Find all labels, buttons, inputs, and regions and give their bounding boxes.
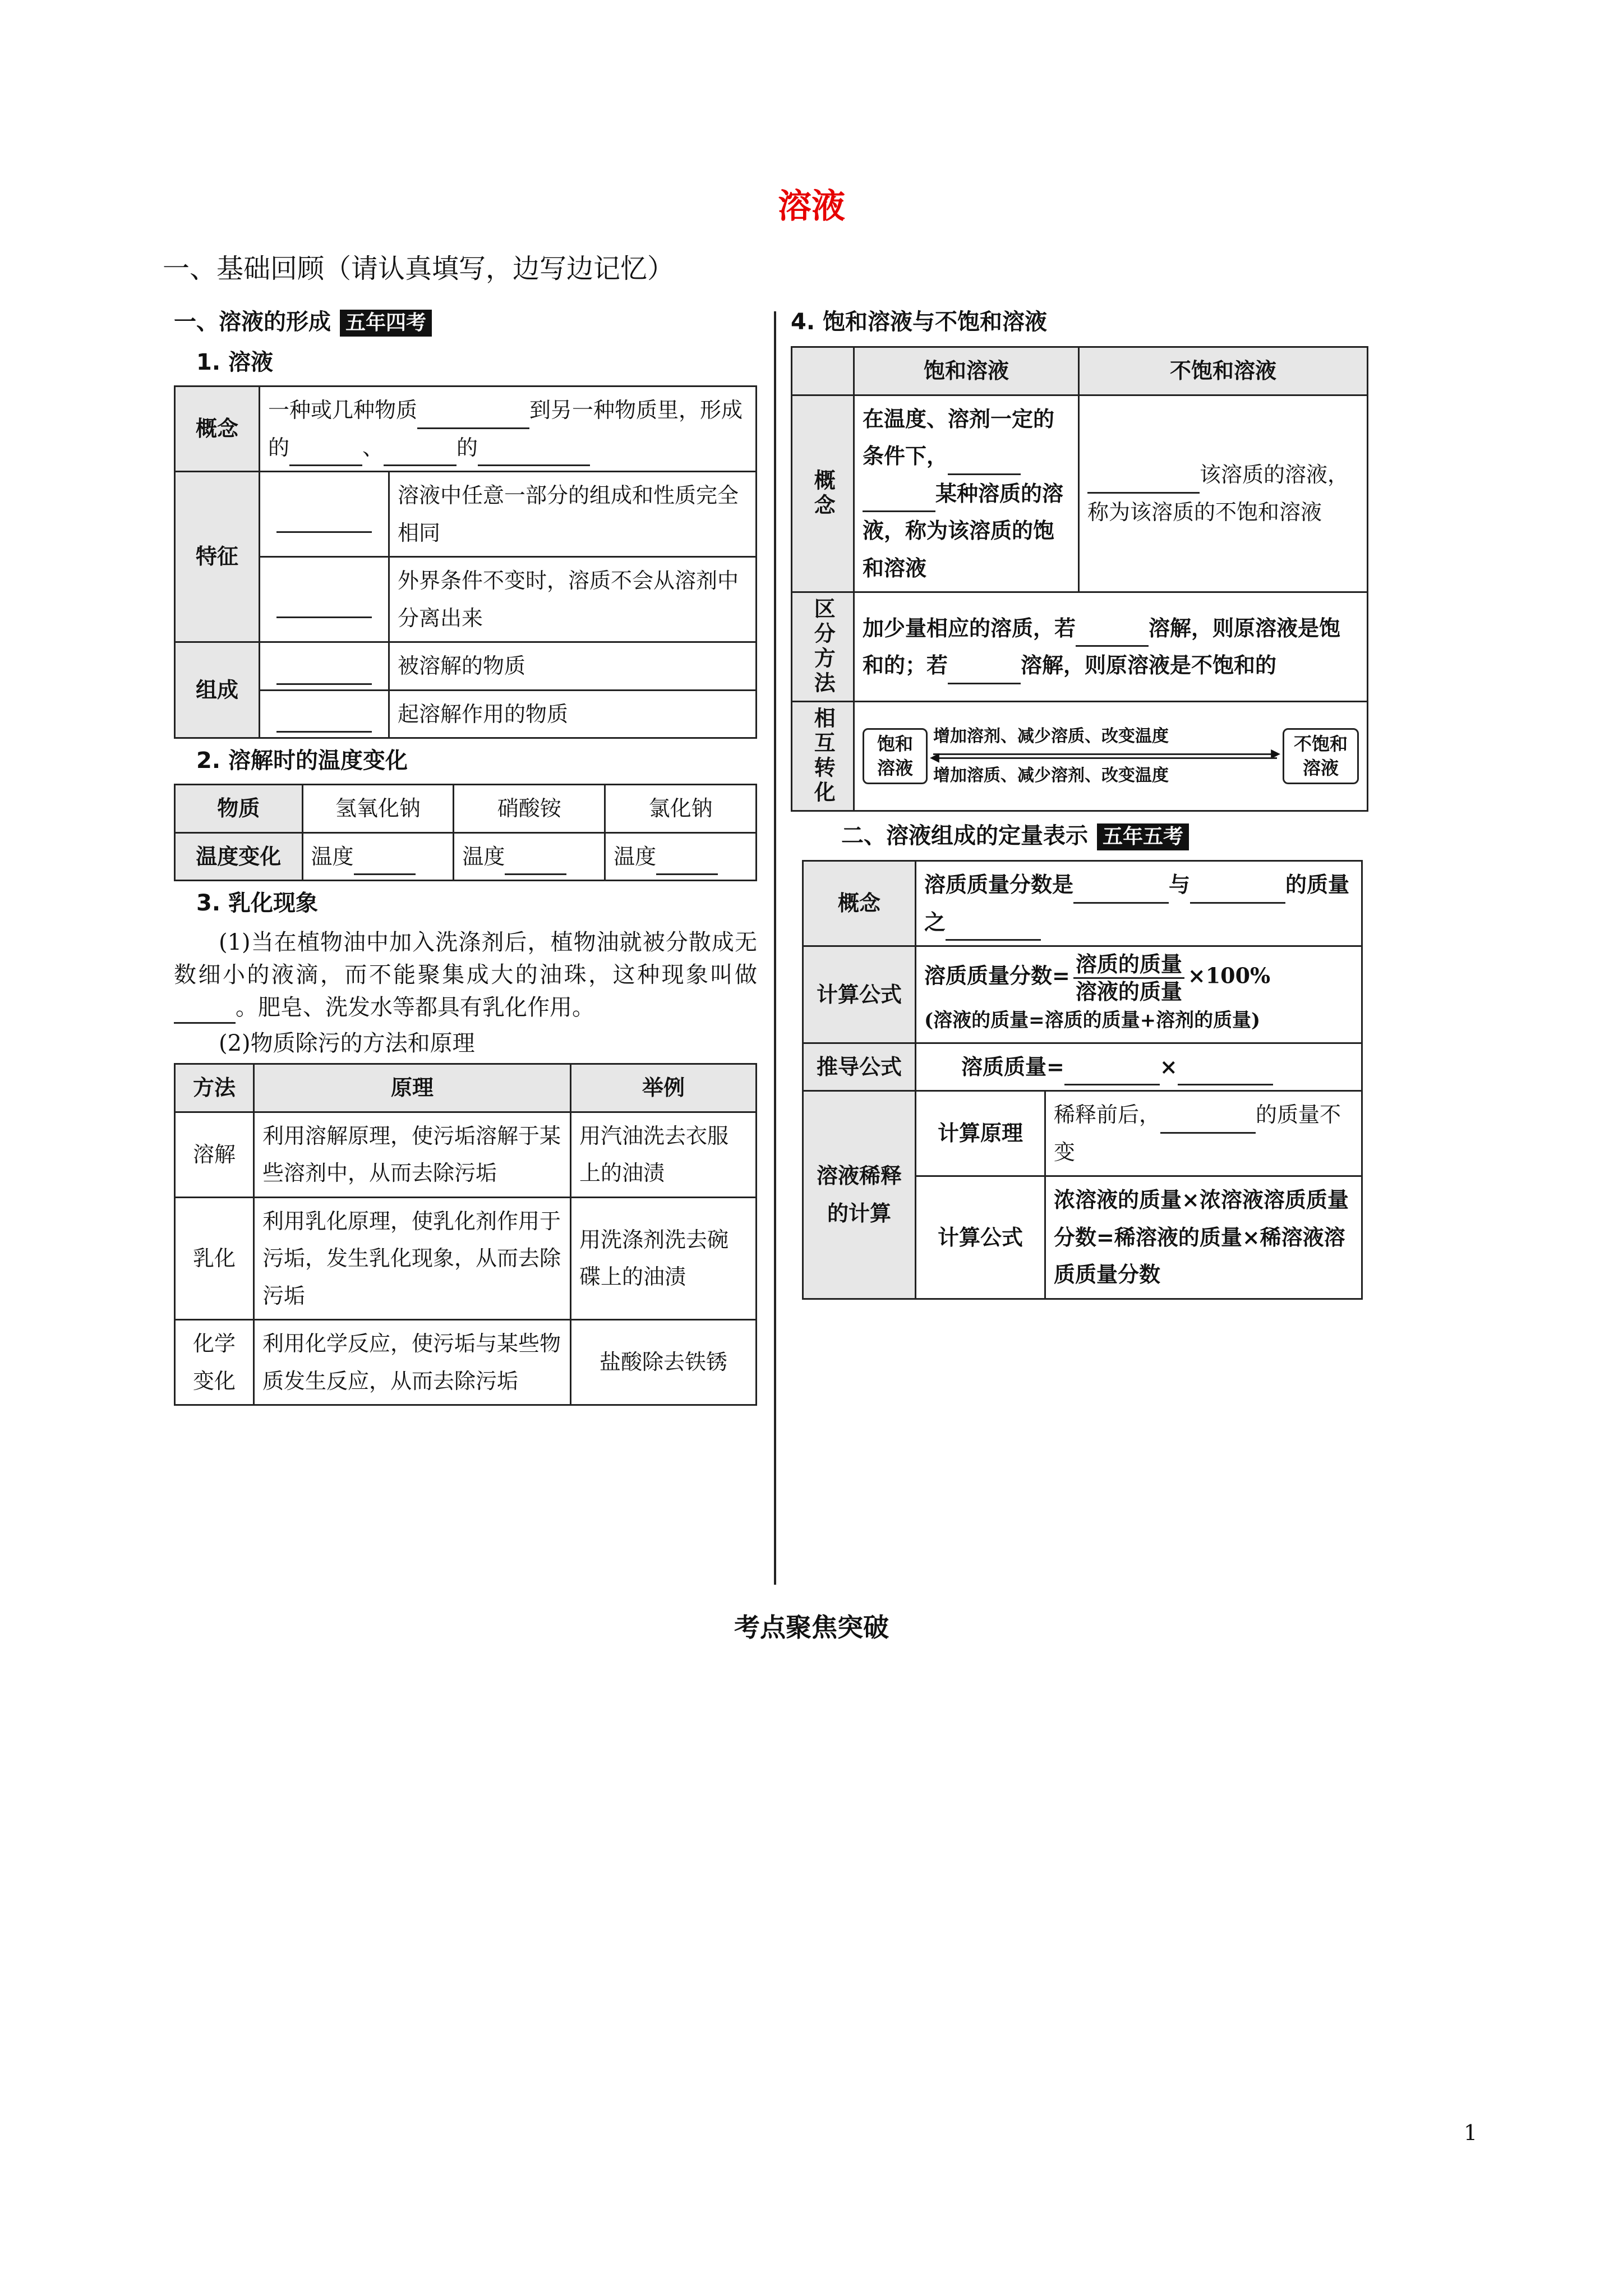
- concept-text: 的: [457, 435, 478, 460]
- cell-text: 溶解，则原溶液是饱和的；若: [863, 615, 1341, 678]
- header-unsaturated: 不饱和溶液: [1079, 347, 1368, 395]
- concept-cell: [916, 861, 1362, 946]
- sub-heading-solution: 1. 溶液: [196, 349, 273, 375]
- dilution-label: 溶液稀释的计算: [803, 1091, 916, 1299]
- fill-blank[interactable]: [1087, 466, 1200, 494]
- fraction: [1073, 951, 1184, 1004]
- corner-cell: [792, 347, 854, 395]
- cell-text: 与: [1169, 872, 1191, 897]
- concept-label: 概念: [175, 386, 260, 472]
- dilution-formula-cell: 浓溶液的质量×浓溶液溶质质量分数=稀溶液的质量×稀溶液溶质质量分数: [1045, 1176, 1362, 1299]
- fill-blank[interactable]: [276, 591, 372, 618]
- fill-blank[interactable]: [505, 848, 566, 875]
- fill-blank[interactable]: [948, 657, 1021, 684]
- dilution-principle-label: 计算原理: [916, 1091, 1045, 1176]
- header-nh4no3: 硝酸铵: [454, 785, 605, 833]
- right-column: [791, 306, 1368, 1300]
- method-cell: 溶解: [175, 1112, 254, 1197]
- cell-text: ×: [1159, 1053, 1178, 1079]
- fill-blank[interactable]: [174, 995, 236, 1024]
- formula-lhs: 溶质质量分数=: [924, 963, 1070, 988]
- cell-text: 某种溶质的溶液，称为该溶质的饱和溶液: [863, 480, 1064, 581]
- temp-cell: [302, 832, 454, 881]
- emulsion-paragraph: [174, 926, 757, 1024]
- blank-cell: [260, 690, 389, 738]
- paragraph-text: 。肥皂、洗发水等都具有乳化作用。: [236, 995, 594, 1020]
- principle-cell: 利用溶解原理，使污垢溶解于某些溶剂中，从而去除污垢: [254, 1112, 571, 1197]
- fill-blank[interactable]: [1190, 876, 1285, 904]
- arrow-left: [933, 757, 1277, 759]
- fill-blank[interactable]: [948, 448, 1021, 475]
- concentration-table: [802, 860, 1363, 1300]
- saturated-table: [791, 346, 1368, 812]
- distinguish-cell: [854, 592, 1368, 702]
- feature-label: 特征: [175, 472, 260, 642]
- dilution-formula-label: 计算公式: [916, 1176, 1045, 1299]
- header-naoh: 氢氧化钠: [302, 785, 454, 833]
- formula-line: [924, 951, 1353, 1004]
- formula-rhs: ×100%: [1187, 963, 1271, 988]
- saturated-concept: [854, 395, 1079, 592]
- temp-label: 温度: [462, 844, 505, 869]
- cell-text: 加少量相应的溶质，若: [863, 615, 1076, 641]
- conversion-arrows: [933, 722, 1277, 791]
- header-example: 举例: [571, 1064, 757, 1112]
- temp-label: 温度: [614, 844, 657, 869]
- cell-text: 该溶质的溶液，称为该溶质的不饱和溶液: [1087, 462, 1349, 524]
- composition-1: 被溶解的物质: [389, 642, 757, 691]
- fill-blank[interactable]: [1073, 876, 1169, 904]
- fill-blank[interactable]: [1064, 1059, 1160, 1086]
- section-title: 一、溶液的形成: [174, 309, 331, 335]
- concept-text: 一种或几种物质: [268, 398, 418, 422]
- cell-text: 在温度、溶剂一定的条件下，: [863, 406, 1055, 468]
- sub-heading-temperature: 2. 溶解时的温度变化: [196, 748, 408, 774]
- concept-cell: [260, 386, 757, 472]
- method-cell: 化学变化: [175, 1320, 254, 1405]
- fill-blank[interactable]: [384, 439, 457, 466]
- fill-blank[interactable]: [1178, 1059, 1273, 1086]
- unsaturated-concept: [1079, 395, 1368, 592]
- arrow-top-label: 增加溶剂、减少溶质、改变温度: [933, 726, 1169, 746]
- fill-blank[interactable]: [656, 848, 718, 875]
- concept-text: 到另一种物质里，形成的: [268, 398, 743, 460]
- concept-label: 概念: [803, 861, 916, 946]
- page-title: 溶液: [778, 187, 845, 226]
- paragraph-text: (1)当在植物油中加入洗涤剂后，植物油就被分散成无数细小的液滴，而不能聚集成大的油珠，这种现象叫做: [174, 930, 757, 988]
- conversion-diagram: [863, 722, 1359, 791]
- fill-blank[interactable]: [276, 505, 372, 533]
- denominator: 溶液的质量: [1075, 978, 1182, 1004]
- column-divider: [774, 311, 776, 1585]
- conversion-cell: [854, 702, 1368, 811]
- solution-table: [174, 385, 757, 739]
- concept-text: 、: [362, 435, 384, 460]
- calc-formula-cell: [916, 946, 1362, 1043]
- formula-note: (溶液的质量=溶质的质量+溶剂的质量): [924, 1009, 1261, 1032]
- example-cell: 用洗涤剂洗去碗碟上的油渍: [571, 1197, 757, 1320]
- temperature-table: [174, 784, 757, 881]
- sub-heading-saturated: 4. 饱和溶液与不饱和溶液: [791, 309, 1047, 335]
- temp-cell: [454, 832, 605, 881]
- composition-label: 组成: [175, 642, 260, 738]
- calc-formula-label: 计算公式: [803, 946, 916, 1043]
- feature-2: 外界条件不变时，溶质不会从溶剂中分离出来: [389, 557, 757, 642]
- fill-blank[interactable]: [276, 705, 372, 733]
- header-nacl: 氯化钠: [605, 785, 757, 833]
- example-cell: 用汽油洗去衣服上的油渍: [571, 1112, 757, 1197]
- cell-text: 溶解，则原溶液是不饱和的: [1021, 652, 1277, 678]
- header-substance: 物质: [175, 785, 303, 833]
- vertical-label: 区分方法: [810, 597, 836, 696]
- cell-text: 的质量之: [924, 872, 1350, 935]
- left-column: [174, 306, 757, 1406]
- composition-2: 起溶解作用的物质: [389, 690, 757, 738]
- section-title: 二、溶液组成的定量表示: [841, 823, 1088, 849]
- saturated-box: 饱和溶液: [863, 728, 928, 784]
- concept-label: [792, 395, 854, 592]
- temp-label: 温度: [311, 844, 354, 869]
- exam-tag: 五年五考: [1097, 823, 1189, 850]
- blank-cell: [260, 557, 389, 642]
- page-number: 1: [1464, 2120, 1478, 2145]
- fill-blank[interactable]: [289, 439, 362, 466]
- section-heading-focus: 考点聚焦突破: [734, 1612, 889, 1642]
- dilution-principle-cell: [1045, 1091, 1362, 1176]
- cleaning-table: [174, 1063, 757, 1406]
- derived-formula-cell: [916, 1043, 1362, 1091]
- fill-blank[interactable]: [354, 848, 416, 875]
- vertical-label: 相互转化: [810, 707, 836, 806]
- blank-cell: [260, 642, 389, 691]
- fill-blank[interactable]: [863, 485, 935, 512]
- principle-cell: 利用乳化原理，使乳化剂作用于污垢，发生乳化现象，从而去除污垢: [254, 1197, 571, 1320]
- section-heading-2: [841, 820, 1368, 852]
- arrow-right: [933, 753, 1277, 755]
- section-heading-1: [174, 306, 757, 338]
- derived-formula-label: 推导公式: [803, 1043, 916, 1091]
- cell-text: 的质量不变: [1054, 1102, 1341, 1165]
- cell-text: 溶质质量=: [961, 1053, 1064, 1079]
- exam-tag: 五年四考: [340, 310, 432, 337]
- header-saturated: 饱和溶液: [854, 347, 1079, 395]
- fill-blank[interactable]: [478, 439, 590, 466]
- header-principle: 原理: [254, 1064, 571, 1112]
- method-intro: (2)物质除污的方法和原理: [219, 1030, 475, 1056]
- sub-heading-emulsion: 3. 乳化现象: [196, 890, 318, 916]
- fill-blank[interactable]: [417, 402, 529, 429]
- feature-1: 溶液中任意一部分的组成和性质完全相同: [389, 472, 757, 557]
- intro-heading: 一、基础回顾（请认真填写，边写边记忆）: [163, 253, 675, 284]
- row-temp-change: 温度变化: [175, 832, 303, 881]
- blank-cell: [260, 472, 389, 557]
- fill-blank[interactable]: [1160, 1106, 1256, 1134]
- fill-blank[interactable]: [276, 657, 372, 685]
- cell-text: 溶质质量分数是: [924, 872, 1074, 897]
- temp-cell: [605, 832, 757, 881]
- fill-blank[interactable]: [1076, 619, 1149, 647]
- example-cell: 盐酸除去铁锈: [571, 1320, 757, 1405]
- method-cell: 乳化: [175, 1197, 254, 1320]
- arrow-bottom-label: 增加溶质、减少溶剂、改变温度: [933, 766, 1169, 785]
- numerator: 溶质的质量: [1073, 951, 1184, 979]
- cell-text: 稀释前后，: [1054, 1102, 1161, 1128]
- fill-blank[interactable]: [946, 913, 1041, 941]
- unsaturated-box: 不饱和溶液: [1283, 728, 1359, 784]
- header-method: 方法: [175, 1064, 254, 1112]
- distinguish-label: [792, 592, 854, 702]
- principle-cell: 利用化学反应，使污垢与某些物质发生反应，从而去除污垢: [254, 1320, 571, 1405]
- vertical-label: 概念: [810, 468, 836, 518]
- conversion-label: [792, 702, 854, 811]
